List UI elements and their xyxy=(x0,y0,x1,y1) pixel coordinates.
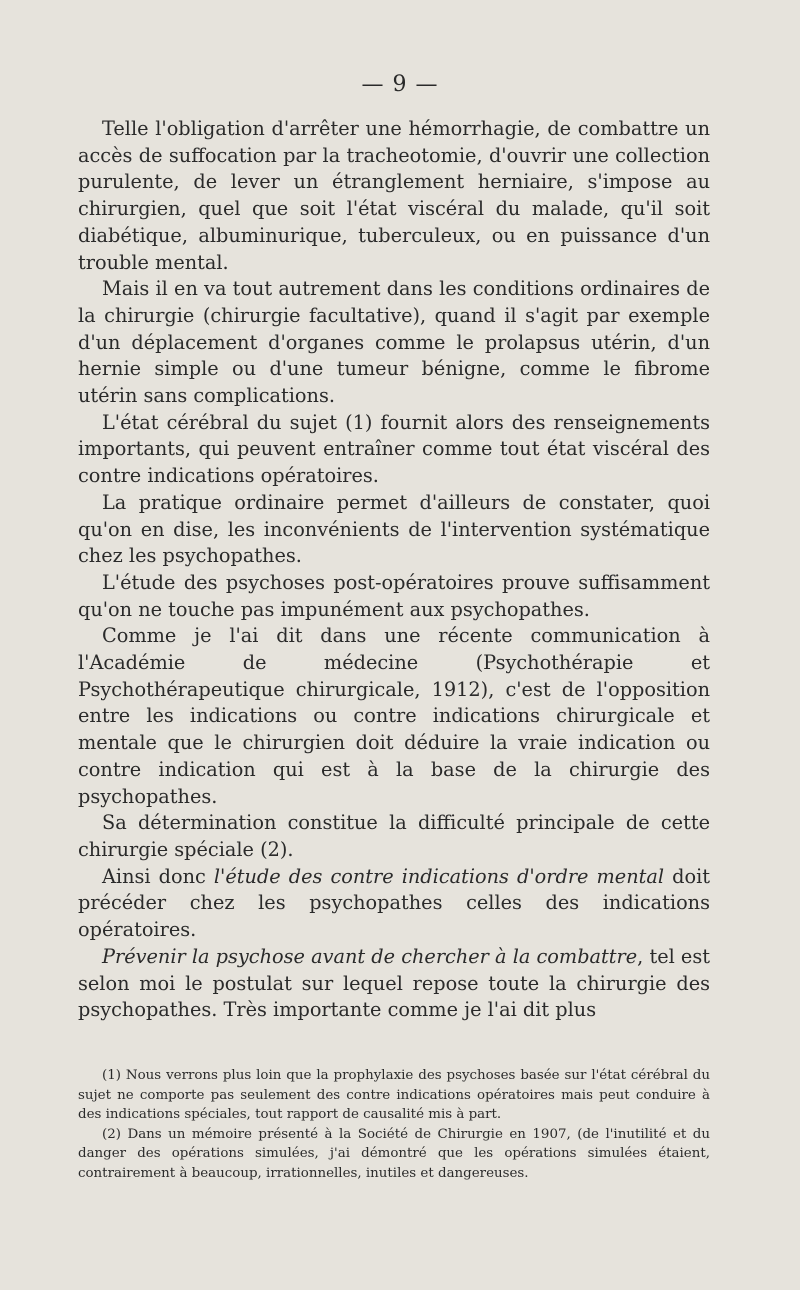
paragraph: La pratique ordinaire permet d'ailleurs de constater, quoi qu'on en dise, les inconvénients de l'intervention systématique chez les psychopathes. xyxy=(78,490,710,568)
italic-phrase: l'étude des contre indications d'ordre mental xyxy=(213,864,665,888)
paragraph: Comme je l'ai dit dans une récente communication à l'Académie de médecine (Psychothérapie et Psychothérapeutique chirurgicale, 1912), c'est de l'opposition entre les indications ou contre indications chirurgicale et mentale que le chirurgien doit déduire la vraie indication ou contre indication qui est à la base de la chirurgie des psychopathes. xyxy=(78,624,710,808)
text-span: , tel est selon moi le postulat sur lequel repose toute la chirurgie des psychopathes. Très importante comme je l'ai dit plus xyxy=(78,944,710,1022)
text-span: doit précéder chez les psychopathes celles des indications opératoires. xyxy=(78,864,710,942)
italic-phrase: Prévenir la psychose avant de chercher à la combattre xyxy=(102,944,638,968)
paragraph: Sa détermination constitue la difficulté principale de cette chirurgie spéciale (2). xyxy=(78,811,710,861)
body-text xyxy=(78,116,710,1024)
text-span: Ainsi donc xyxy=(102,864,214,888)
paragraph: L'étude des psychoses post-opératoires prouve suffisamment qu'on ne touche pas impunément aux psychopathes. xyxy=(78,570,710,621)
page-number: — 9 — xyxy=(361,72,439,97)
paragraph: Telle l'obligation d'arrêter une hémorrhagie, de combattre un accès de suffocation par la tracheotomie, d'ouvrir une collection purulente, de lever un étranglement herniaire, s'impose au chirurgien, quel que soit l'état viscéral du malade, qu'il soit diabétique, albuminurique, tuberculeux, ou en puissance d'un trouble mental. xyxy=(78,117,710,274)
paragraph-ainsi xyxy=(78,864,710,944)
footnotes xyxy=(78,1066,710,1184)
paragraph: Mais il en va tout autrement dans les conditions ordinaires de la chirurgie (chirurgie facultative), quand il s'agit par exemple d'un déplacement d'organes comme le prolapsus utérin, d'un hernie simple ou d'une tumeur bénigne, comme le fibrome utérin sans complications. xyxy=(78,277,710,408)
paragraph: L'état cérébral du sujet (1) fournit alors des renseignements importants, qui peuvent entraîner comme tout état viscéral des contre indications opératoires. xyxy=(78,410,710,488)
footnote: (2) Dans un mémoire présenté à la Société de Chirurgie en 1907, (de l'inutilité et du danger des opérations simulées, j'ai démontré que les opérations simulées étaient, contrairement à beaucoup, irrationnelles, inutiles et dangereuses. xyxy=(78,1126,710,1181)
paragraph-prevenir xyxy=(78,944,710,1024)
footnote: (1) Nous verrons plus loin que la prophylaxie des psychoses basée sur l'état cérébral du sujet ne comporte pas seulement des contre indications opératoires mais peut conduire à des indications spéciales, tout rapport de causalité mis à part. xyxy=(78,1068,710,1123)
